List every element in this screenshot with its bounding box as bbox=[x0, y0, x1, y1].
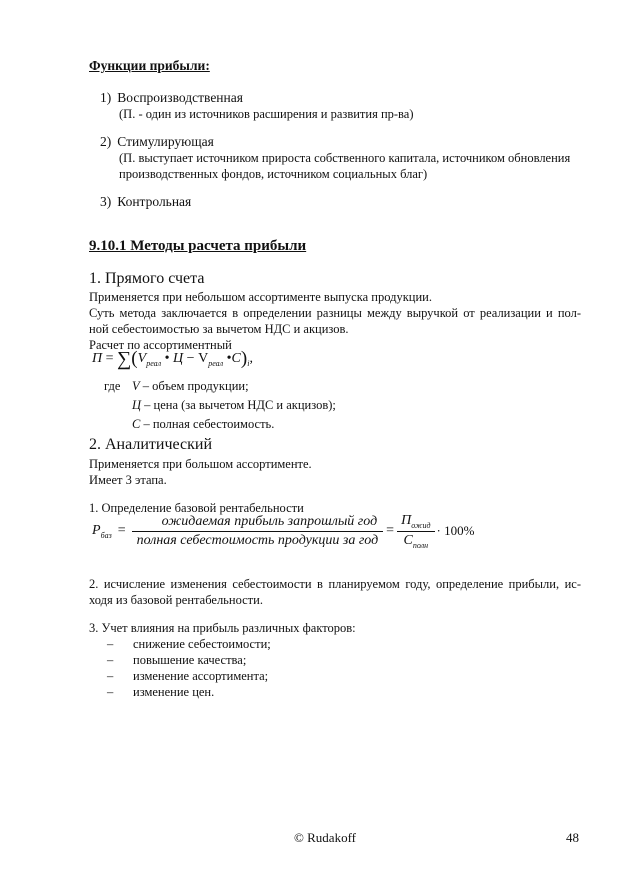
formula-punct: , bbox=[249, 351, 253, 366]
item-description: (П. выступает источником прироста собственного капитала, источником обновления bbox=[119, 151, 571, 165]
formula-subscript: реал bbox=[146, 358, 162, 368]
method1-line: Суть метода заключается в определении разницы между выручкой от реализации и пол- bbox=[89, 306, 581, 320]
method1-title: 1. Прямого счета bbox=[89, 270, 205, 287]
method2-title: 2. Аналитический bbox=[89, 436, 213, 453]
step1-title: 1. Определение базовой рентабельности bbox=[89, 501, 304, 515]
item-description: производственных фондов, источником социальных благ) bbox=[119, 167, 428, 181]
definition-symbol: С bbox=[132, 417, 141, 431]
formula-symbol: V bbox=[137, 351, 147, 366]
formula-operator: • bbox=[226, 351, 232, 366]
step2 bbox=[89, 576, 581, 608]
method2-line: Применяется при большом ассортименте. bbox=[89, 457, 312, 471]
method1-body bbox=[89, 289, 581, 353]
fraction-denominator: полная себестоимость продукции за год bbox=[136, 532, 379, 548]
formula-fraction bbox=[397, 513, 434, 550]
function-item-2 bbox=[100, 134, 570, 182]
factor-item bbox=[107, 636, 356, 652]
factor-text: изменение ассортимента; bbox=[133, 669, 269, 683]
factor-item bbox=[107, 684, 356, 700]
formula-operator: = bbox=[386, 523, 395, 539]
section-title: 9.10.1 Методы расчета прибыли bbox=[89, 238, 307, 254]
formula-operator: = bbox=[117, 523, 126, 539]
item-number: 3) bbox=[100, 194, 112, 209]
factor-item bbox=[107, 652, 356, 668]
direct-count-formula bbox=[92, 348, 253, 371]
formula-symbol: P bbox=[92, 523, 101, 539]
method2-line: Имеет 3 этапа. bbox=[89, 473, 167, 487]
formula-subscript: полн bbox=[412, 540, 429, 550]
method1-line: Применяется при небольшом ассортименте выпуска продукции. bbox=[89, 290, 432, 304]
dash-bullet-icon: – bbox=[107, 637, 114, 651]
step2-line: 2. исчисление изменения себестоимости в планируемом году, определение прибыли, ис- bbox=[89, 577, 581, 591]
fraction-numerator: ожидаемая прибыль запрошлый год bbox=[132, 514, 384, 532]
formula-subscript: i bbox=[247, 358, 250, 368]
formula-paren: ( bbox=[131, 348, 138, 369]
step3-title: 3. Учет влияния на прибыль различных факторов: bbox=[89, 621, 356, 635]
dash-bullet-icon: – bbox=[107, 669, 114, 683]
fraction-numerator: П bbox=[401, 513, 412, 528]
item-label: Воспроизводственная bbox=[117, 90, 243, 105]
step3 bbox=[89, 620, 356, 700]
factor-text: изменение цен. bbox=[133, 685, 215, 699]
definitions bbox=[104, 378, 336, 432]
factor-text: снижение себестоимости; bbox=[133, 637, 271, 651]
function-item-1 bbox=[100, 90, 414, 122]
function-item-3 bbox=[100, 194, 191, 210]
item-number: 1) bbox=[100, 90, 112, 105]
formula-multiplier: · 100% bbox=[436, 523, 475, 539]
dash-bullet-icon: – bbox=[107, 685, 114, 699]
item-description: (П. - один из источников расширения и развития пр-ва) bbox=[119, 107, 414, 121]
formula-subscript: баз bbox=[100, 530, 112, 540]
formula-subscript: реал bbox=[208, 358, 224, 368]
definition-symbol: Ц bbox=[132, 398, 142, 412]
definition-text: – объем продукции; bbox=[139, 379, 249, 393]
method1-line: Расчет по ассортиментный bbox=[89, 338, 232, 352]
sum-symbol: ∑ bbox=[117, 348, 132, 370]
fraction-denominator: С bbox=[403, 532, 413, 548]
formula-operator: − bbox=[186, 351, 195, 366]
formula-symbol: С bbox=[231, 351, 241, 366]
factor-item bbox=[107, 668, 356, 684]
formula-fraction bbox=[132, 514, 384, 549]
item-label: Стимулирующая bbox=[117, 134, 214, 149]
footer-copyright: © Rudakoff bbox=[294, 830, 356, 845]
formula-symbol: V bbox=[198, 351, 209, 366]
formula-operator: = bbox=[105, 351, 114, 366]
formula-symbol: Ц bbox=[173, 351, 184, 366]
step2-line: ходя из базовой рентабельности. bbox=[89, 593, 263, 607]
method2-body bbox=[89, 456, 312, 488]
dash-bullet-icon: – bbox=[107, 653, 114, 667]
item-label: Контрольная bbox=[117, 194, 192, 209]
base-profitability-formula bbox=[92, 513, 474, 550]
formula-subscript: ожид bbox=[411, 520, 431, 530]
item-number: 2) bbox=[100, 134, 112, 149]
profit-functions-title: Функции прибыли: bbox=[89, 58, 210, 73]
method1-line: ной себестоимостью за вычетом НДС и акцизов. bbox=[89, 322, 349, 336]
formula-paren: ) bbox=[240, 348, 248, 369]
definition-text: – цена (за вычетом НДС и акцизов); bbox=[141, 398, 336, 412]
where-label: где bbox=[104, 379, 121, 393]
definition-text: – полная себестоимость. bbox=[140, 417, 275, 431]
formula-symbol: П bbox=[92, 351, 103, 366]
page-number: 48 bbox=[566, 830, 579, 845]
factor-text: повышение качества; bbox=[133, 653, 247, 667]
formula-operator: • bbox=[164, 351, 170, 366]
definition-symbol: V bbox=[132, 379, 140, 393]
